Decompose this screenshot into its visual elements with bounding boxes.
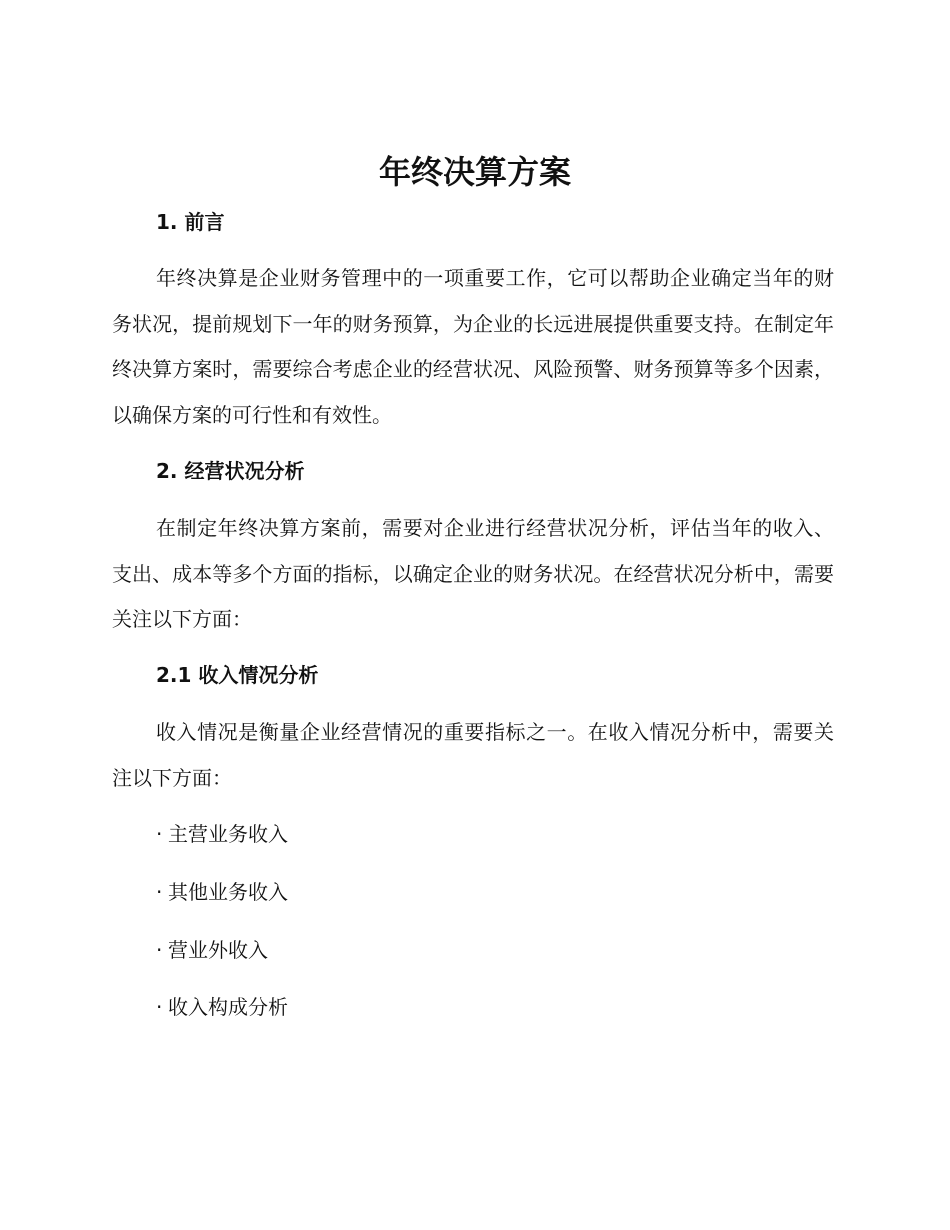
list-item-text: 其他业务收入 (168, 880, 288, 904)
list-item (156, 936, 268, 964)
section-heading-preface: 1. 前言 (156, 210, 225, 234)
list-item (156, 820, 288, 848)
section-heading-income-analysis: 2.1 收入情况分析 (156, 663, 319, 687)
section-heading-operations-analysis: 2. 经营状况分析 (156, 459, 305, 483)
document-title: 年终决算方案 (378, 153, 571, 191)
list-item-text: 收入构成分析 (168, 995, 288, 1019)
section-paragraph-operations-analysis: 在制定年终决算方案前，需要对企业进行经营状况分析，评估当年的收入、支出、成本等多个方面的指标，以确定企业的财务状况。在经营状况分析中，需要关注以下方面： (112, 516, 834, 631)
section-paragraph-preface: 年终决算是企业财务管理中的一项重要工作，它可以帮助企业确定当年的财务状况，提前规划下一年的财务预算，为企业的长远进展提供重要支持。在制定年终决算方案时，需要综合考虑企业的经营状况、风险预警、财务预算等多个因素，以确保方案的可行性和有效性。 (112, 266, 834, 427)
list-item-text: 营业外收入 (168, 938, 268, 962)
bullet-marker: · (156, 822, 163, 846)
bullet-marker: · (156, 938, 163, 962)
list-item (156, 878, 288, 906)
bullet-marker: · (156, 880, 163, 904)
list-item-text: 主营业务收入 (168, 822, 288, 846)
bullet-marker: · (156, 995, 163, 1019)
list-item (156, 993, 288, 1021)
section-paragraph-income-analysis: 收入情况是衡量企业经营情况的重要指标之一。在收入情况分析中，需要关注以下方面： (112, 720, 834, 790)
